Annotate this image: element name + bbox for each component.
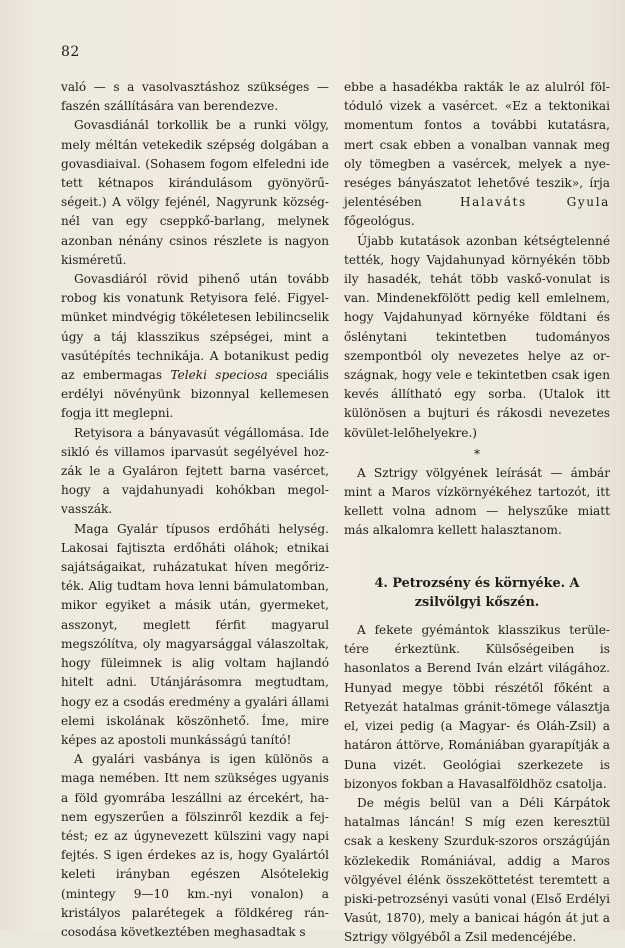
left-column [61, 78, 329, 942]
paragraph: Maga Gyalár típusos erdőháti helység. Lakosai fajtiszta erdőháti oláhok; etnikai sajátságaikat, ruházatukat híven megőrizték. Alig tudtam hova lenni bámulatomban, mikor egyiket a másik után, gyermeket, asszonyt, meglett férfit magyarul megszólítva, oly magyarsággal válaszoltak, hogy füleimnek is alig voltam hajlandó hitelt adni. Utánjárásomra megtudtam, hogy ez a csodás eredmény a gyalári állami elemi iskolának köszönhető. Íme, mire képes az apostoli munkásságú tanító! [61, 521, 329, 747]
paragraph: A Sztrigy völgyének leírását — ámbár mint a Maros vízkörnyékéhez tartozót, itt kellett volna adnom — helyszűke miatt más alkalomra kellett halasztanom. [344, 465, 610, 538]
paragraph-text: főgeológus. [344, 214, 415, 229]
section-heading: 4. Petrozsény és környéke. A zsilvölgyi kőszén. [374, 575, 580, 610]
paragraph-text: Govasdiáról rövid pihenő után tovább robog kis vonatunk Retyisora felé. Figyelmünket mindvégig tökéletesen lebilincselik úgy a táj klasszikus szépségei, mint a vasútépítés technikája. A botanikust pedig az embermagas [61, 272, 329, 383]
person-name: Halaváts Gyula [460, 195, 610, 210]
paragraph [344, 78, 610, 232]
section-separator: * [473, 446, 481, 461]
paragraph: Govasdiánál torkollik be a runki völgy, mely méltán vetekedik szépség dolgában a govasdiaival. (Sohasem fogom elfeledni ide tett kétnapos kirándulásom gyönyörűségeit.) A völgy fejénél, Nagyrunk községnél van egy cseppkő-barlang, melynek azonban nénány csinos részlete is nagyon kisméretű. [61, 118, 329, 267]
paragraph [61, 270, 329, 424]
paragraph: De mégis belül van a Déli Kárpátok hatalmas láncán! S míg ezen keresztül csak a keskeny Szurduk-szoros országúján közlekedik Romániával, addig a Maros völgyével élénk összeköttetést teremtett a piski-petrozsényi vasúti vonal (Első Erdélyi Vasút, 1870), mely a banicai hágón át jut a Sztrigy völgyéből a Zsil medencéjébe. [344, 795, 610, 945]
paragraph: A fekete gyémántok klasszikus területére érkeztünk. Külsőségeiben is hasonlatos a Berend Iván elzárt világához. Hunyad megye többi részétől főként a Retyezát hatalmas gránit-tömege választja el, vizei pedig (a Magyar- és Oláh-Zsil) a határon áttörve, Romániában gyarapítják a Duna vizét. Geológiai szerkezete is bizonyos fokban a Havasalföldhöz csatolja. [344, 623, 610, 791]
plant-name: Teleki speciosa [170, 368, 268, 383]
paragraph: Újabb kutatások azonban kétségtelenné tették, hogy Vajdahunyad környékén több ily hasadék, tehát több vaskő-vonulat is van. Mindenekfölött pedig kell emlelnem, hogy Vajdahunyad környéke földtani és őslénytani tekintetben tudományos szempontból oly nevezetes helye az országnak, hogy vele e tekintetben csak igen kevés állítható egy sorba. (Utalok itt különösen a bujturi és rákosdi nevezetes kövület-lelőhelyekre.) [344, 233, 610, 440]
paragraph-text: ebbe a hasadékba rakták le az alulról föltóduló vizek a vasércet. «Ez a tektonikai momentum fontos a további kutatásra, mert csak ebben a vonalban vannak meg oly tömegben a vasércek, melyek a nyereséges bányászatot lehetővé teszik», írja jelentésében [344, 80, 610, 210]
paragraph: Retyisora a bányavasút végállomása. Ide sikló és villamos iparvasút segélyével hozzák le a Gyaláron fejtett barna vasércet, hogy a vajdahunyadi kohókban megolvasszák. [61, 425, 329, 517]
paragraph-text: speciális erdélyi növényünk bizonnyal kellemesen fogja itt meglepni. [61, 368, 330, 421]
right-column [344, 78, 610, 948]
paragraph: A gyalári vasbánya is igen különös a maga nemében. Itt nem szükséges ugyanis a föld gyomrába leszállni az ércekért, hanem egyszerűen a fölszinről kezdik a fejtést; ez az úgynevezett külszini vagy napi fejtés. S igen érdekes az is, hogy Gyalártól keleti irányban egészen Alsótelekig (mintegy 9—10 km.-nyi vonalon) a kristályos palarétegek a földkéreg ráncosodása következtében meghasadtak s [61, 752, 329, 939]
page-number: 82 [61, 44, 80, 60]
paragraph: való — s a vasolvasztáshoz szükséges — faszén szállítására van berendezve. [61, 80, 329, 114]
